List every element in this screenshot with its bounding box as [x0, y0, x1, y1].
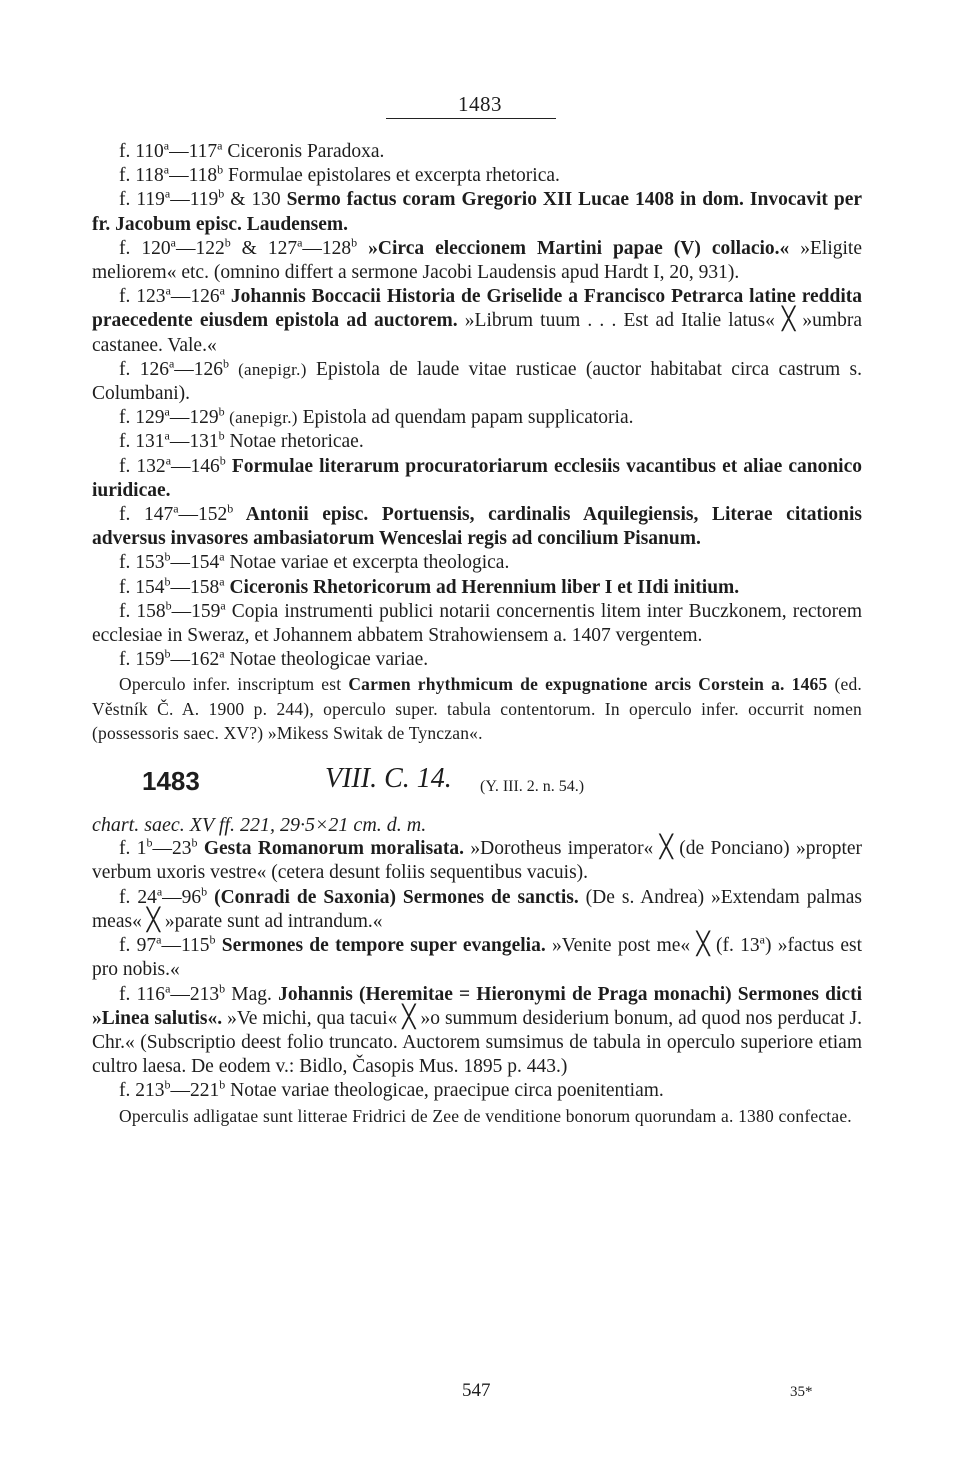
- item-154: f. 154$^b$—158$^a$ Ciceronis Rhetoricorum ad Herennium liber I et IIdi initium.: [119, 574, 740, 598]
- page-number: 547: [462, 1380, 491, 1401]
- entry-description: chart. saec. XV ff. 221, 29·5×21 cm. d. m.: [92, 814, 427, 837]
- binding-note-2: Operculis adligatae sunt litterae Fridrici de Zee de venditione bonorum quorundam a. 1380 confectae.: [119, 1105, 852, 1126]
- item-116: f. 116$^a$—213$^b$ Mag. Johannis (Heremitae = Hieronymi de Praga monachi) Sermones dicti »Linea salutis«. »Ve michi, qua tacui« ╳ »o summum desiderium bonum, ad quod nos perducat J. Chr.« (Subscriptio deest folio truncato. Auctorem sumsimus de tabula in operculo superiore etiam cultro laesa. De eodem v.: Bidlo, Časopis Mus. 1895 p. 443.): [92, 981, 862, 1078]
- signature-mark: 35*: [790, 1384, 813, 1400]
- entry-number: 1483: [142, 766, 200, 797]
- cross-icon: ╳: [402, 1004, 416, 1030]
- item-120: f. 120$^a$—122$^b$ & 127$^a$—128$^b$ »Circa eleccionem Martini papae (V) collacio.« »Eligite meliorem« etc. (omnino differt a sermone Jacobi Laudensis apud Hardt I, 20, 931).: [92, 235, 862, 284]
- binding-note: Operculo infer. inscriptum est Carmen rhythmicum de expugnatione arcis Corstein a. 1465 (ed. Věstník Č. A. 1900 p. 244), operculo super. tabula contentorum. In operculo infer. occurrit nomen (possessoris saec. XV?) »Mikess Switak de Tynczan«.: [92, 674, 862, 743]
- item-24: f. 24$^a$—96$^b$ (Conradi de Saxonia) Sermones de sanctis. (De s. Andrea) »Extendam palmas meas« ╳ »parate sunt ad intrandum.«: [92, 884, 863, 933]
- item-147: f. 147$^a$—152$^b$ Antonii episc. Portuensis, cardinalis Aquilegiensis, Literae citationis adversus invasores ambasiatorum Wenceslai regis ad concilium Pisanum.: [92, 501, 862, 550]
- cross-icon: ╳: [782, 307, 796, 333]
- shelf-mark: VIII. C. 14.: [325, 763, 452, 795]
- item-129: f. 129$^a$—129$^b$ (anepigr.) Epistola ad quendam papam supplicatoria.: [119, 404, 634, 429]
- item-159: f. 159$^b$—162$^a$ Notae theologicae variae.: [119, 646, 429, 671]
- item-title: Ciceronis Paradoxa.: [222, 141, 385, 162]
- item-132: f. 132$^a$—146$^b$ Formulae literarum procuratoriarum ecclesiis vacantibus et aliae canonico iuridicae.: [92, 453, 862, 501]
- item-126: f. 126$^a$—126$^b$ (anepigr.) Epistola de laude vitae rusticae (auctor habitabat circa castrum s. Columbani).: [92, 356, 862, 405]
- catalog-text: [92, 140, 862, 1128]
- item-1: f. 1$^b$—23$^b$ Gesta Romanorum moralisata. »Dorotheus imperator« ╳ (de Ponciano) »propter verbum uxoris vestre« (cetera desunt foliis sequentibus vacuis).: [92, 835, 863, 884]
- item-119: f. 119$^a$—119$^b$ & 130 Sermo factus coram Gregorio XII Lucae 1408 in dom. Invocavit per fr. Jacobum episc. Laudensem.: [92, 186, 863, 235]
- item-118: f. 118$^a$—118$^b$ Formulae epistolares et excerpta rhetorica.: [119, 162, 560, 187]
- running-head-rule: [386, 118, 556, 119]
- item-213: f. 213$^b$—221$^b$ Notae variae theologicae, praecipue circa poenitentiam.: [119, 1077, 664, 1102]
- cross-icon: ╳: [146, 907, 160, 933]
- item-110: f. 110$^a$—117$^a$ Ciceronis Paradoxa.: [119, 138, 385, 162]
- entry-header: [92, 759, 862, 813]
- item-97: f. 97$^a$—115$^b$ Sermones de tempore super evangelia. »Venite post me« ╳ (f. 13$^a$) »factus est pro nobis.«: [92, 932, 862, 981]
- cross-icon: ╳: [696, 932, 710, 958]
- item-131: f. 131$^a$—131$^b$ Notae rhetoricae.: [119, 428, 364, 453]
- old-shelf-mark: (Y. III. 2. n. 54.): [480, 778, 585, 796]
- item-123: f. 123$^a$—126$^a$ Johannis Boccacii Historia de Griselide a Francisco Petrarca latine reddita praecedente eiusdem epistola ad auctorem. »Librum tuum . . . Est ad Italie latus« ╳ »umbra castanee. Vale.«: [92, 283, 862, 356]
- cross-icon: ╳: [659, 835, 673, 861]
- item-153: f. 153$^b$—154$^a$ Notae variae et excerpta theologica.: [119, 549, 510, 574]
- folio: f. 110: [119, 141, 164, 162]
- item-158: f. 158$^b$—159$^a$ Copia instrumenti publici notarii concernentis litem inter Buczkonem, rectorem ecclesiae in Sweraz, et Johannem abbatem Strahowiensem a. 1407 vergentem.: [92, 598, 862, 647]
- running-head: 1483: [458, 92, 502, 116]
